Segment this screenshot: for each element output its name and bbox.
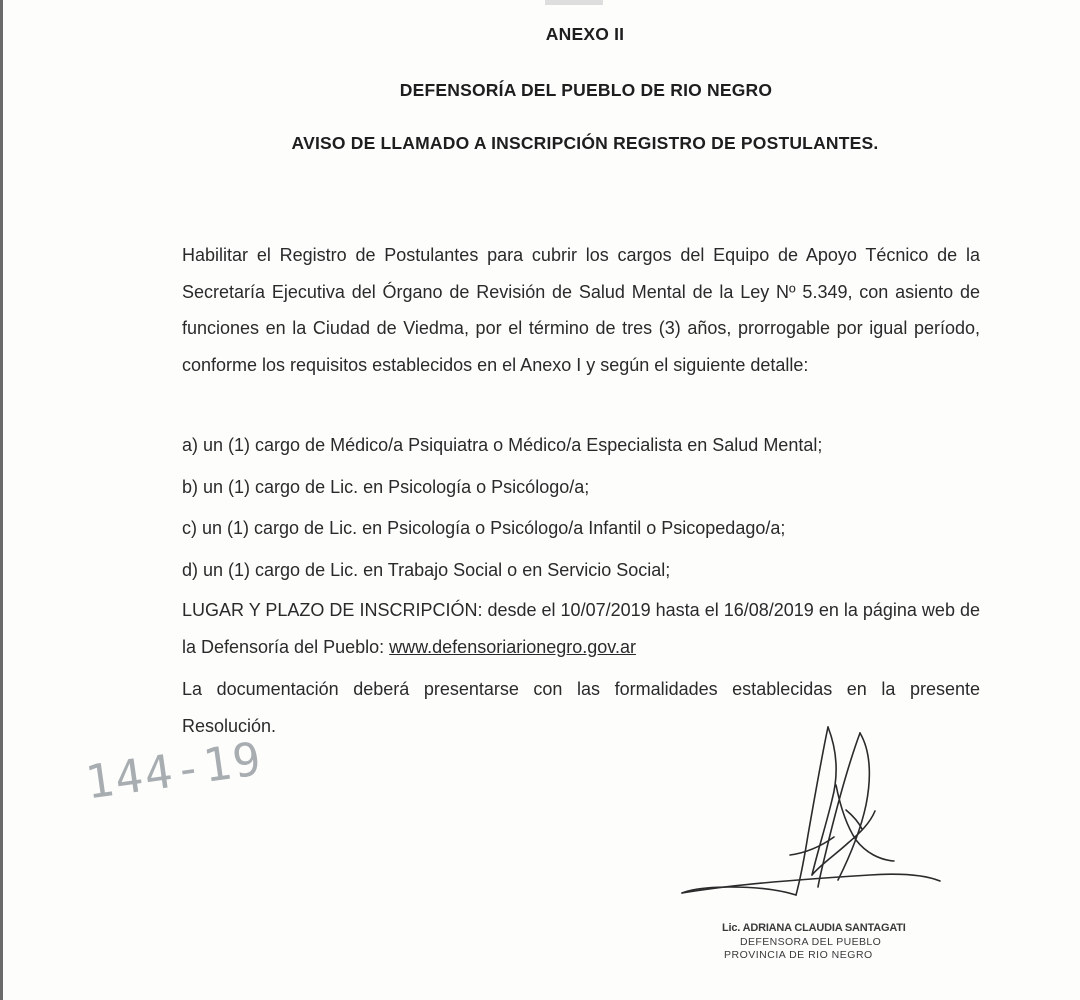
website-link[interactable]: www.defensoriarionegro.gov.ar: [389, 637, 636, 657]
signature-block: [722, 922, 952, 961]
notice-title: AVISO DE LLAMADO A INSCRIPCIÓN REGISTRO DE POSTULANTES.: [291, 133, 879, 153]
signer-province: PROVINCIA DE RIO NEGRO: [724, 949, 873, 961]
position-item: c) un (1) cargo de Lic. en Psicología o Psicólogo/a Infantil o Psicopedago/a;: [182, 518, 786, 538]
scan-mark: [545, 0, 603, 5]
signer-role: DEFENSORA DEL PUEBLO: [740, 936, 882, 948]
registration-text: LUGAR Y PLAZO DE INSCRIPCIÓN: desde el 10/07/2019 hasta el 16/08/2019 en la página web de la Defensoría del Pueblo:: [182, 600, 980, 657]
position-item: a) un (1) cargo de Médico/a Psiquiatra o Médico/a Especialista en Salud Mental;: [182, 435, 823, 455]
handwritten-signature: [670, 715, 950, 915]
signer-name: Lic. ADRIANA CLAUDIA SANTAGATI: [722, 922, 906, 934]
position-item: b) un (1) cargo de Lic. en Psicología o Psicólogo/a;: [182, 477, 590, 497]
institution-title: DEFENSORÍA DEL PUEBLO DE RIO NEGRO: [399, 80, 773, 100]
annex-title: ANEXO II: [545, 24, 625, 44]
position-item: d) un (1) cargo de Lic. en Trabajo Social o en Servicio Social;: [182, 560, 671, 580]
intro-paragraph: Habilitar el Registro de Postulantes para cubrir los cargos del Equipo de Apoyo Técnico de la Secretaría Ejecutiva del Órgano de Revisión de Salud Mental de la Ley Nº 5.349, con asiento de funciones en la Ciudad de Viedma, por el término de tres (3) años, prorrogable por igual período, conforme los requisitos establecidos en el Anexo I y según el siguiente detalle:: [182, 245, 980, 375]
file-number-stamp: 144-19: [82, 731, 266, 810]
registration-block: [182, 592, 980, 666]
page-edge: [0, 0, 3, 1000]
documentation-paragraph: La documentación deberá presentarse con las formalidades establecidas en la presente Resolución.: [182, 679, 980, 736]
